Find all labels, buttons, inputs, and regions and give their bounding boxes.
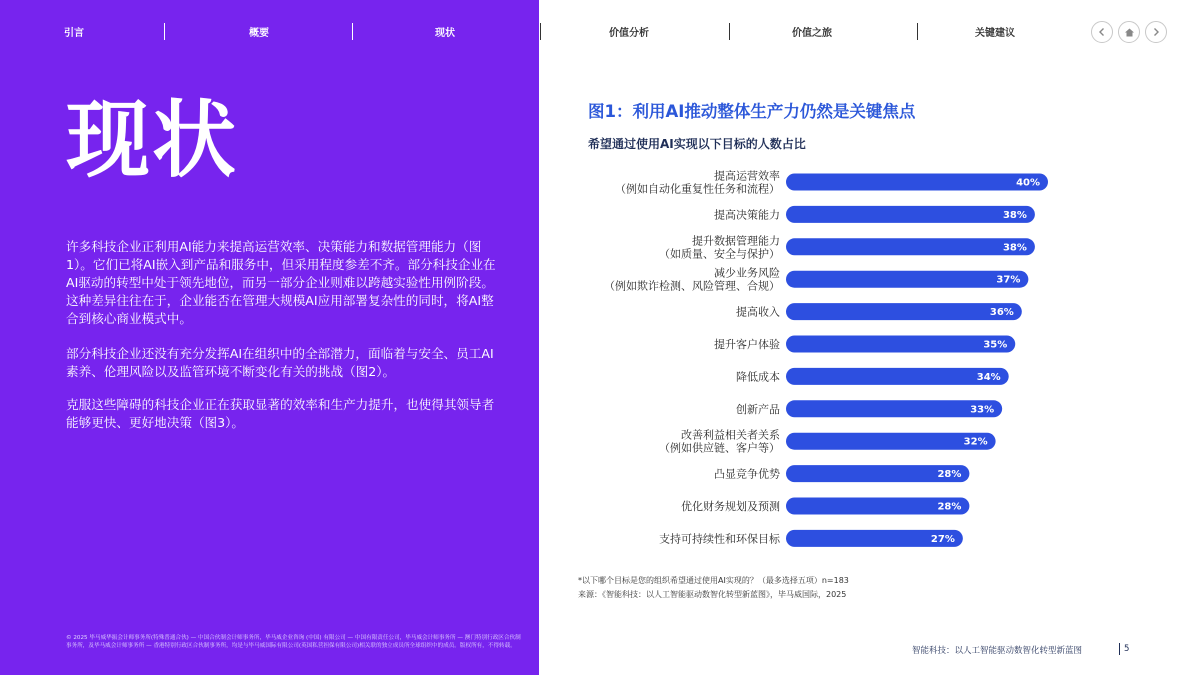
category-label: 提高收入 [736, 305, 780, 319]
category-label: 提升客户体验 [714, 338, 780, 351]
bar-value-label: 35% [983, 339, 1008, 351]
nav-item-status[interactable]: 现状 [435, 28, 455, 39]
nav-item-recommendations[interactable]: 关键建议 [975, 28, 1015, 39]
nav-item-intro[interactable]: 引言 [64, 28, 84, 39]
page-title: 现状 [66, 91, 239, 189]
category-label: 提升数据管理能力（如质量、安全与保护） [659, 234, 780, 261]
chart-note: *以下哪个目标是您的组织希望通过使用AI实现的？（最多选择五项）n=183 [578, 576, 849, 585]
bar-value-label: 32% [963, 436, 988, 448]
copyright-notice: © 2025 毕马威华振会计师事务所(特殊普通合伙) — 中国合伙制会计师事务所，毕马威企业咨询 (中国) 有限公司 — 中国有限责任公司，毕马威会计师事务所 — 澳门特别行政区合伙制事务所，及毕马威会计师事务所 — 香港特别行政区合伙制事务所，均是与毕马威国际有限公司(英国私营担保有限公司)相关联的独立成员所全球组织中的成员。版权所有，不得转载。 [66, 635, 521, 649]
bar-value-label: 37% [996, 274, 1021, 286]
bar [786, 336, 1015, 353]
nav-item-value-journey[interactable]: 价值之旅 [792, 28, 832, 39]
category-label: 改善利益相关者关系（例如供应链、客户等） [659, 428, 780, 455]
prev-page-button[interactable] [1091, 21, 1113, 43]
bar [786, 368, 1009, 385]
chevron-left-icon [1097, 27, 1107, 37]
bar-value-label: 33% [970, 404, 995, 416]
category-label: 支持可持续性和环保目标 [659, 532, 780, 546]
bar-value-label: 38% [1002, 209, 1027, 221]
category-label: 减少业务风险（例如欺诈检测、风险管理、合规） [604, 266, 780, 293]
bar [786, 206, 1035, 223]
page-number: 5 [1124, 644, 1130, 654]
body-paragraph: 克服这些障碍的科技企业正在获取显著的效率和生产力提升，也使得其领导者能够更快、更好地决策（图3）。 [66, 397, 495, 430]
nav-separator [164, 23, 165, 40]
chart-title: 图1：利用AI推动整体生产力仍然是关键焦点 [588, 102, 916, 121]
category-label: 提高运营效率（例如自动化重复性任务和流程） [615, 169, 780, 196]
bar [786, 303, 1022, 320]
bar-value-label: 34% [976, 371, 1001, 383]
bar [786, 238, 1035, 255]
report-title-footer: 智能科技：以人工智能驱动数智化转型新蓝图 [912, 646, 1083, 656]
category-label: 降低成本 [736, 370, 780, 384]
bar-chart [539, 160, 1200, 560]
bar-value-label: 36% [989, 307, 1014, 319]
nav-item-value-analysis[interactable]: 价值分析 [609, 28, 649, 39]
chart-source: 来源：《智能科技：以人工智能驱动数智化转型新蓝图》，毕马威国际，2025 [578, 590, 847, 599]
body-paragraph: 部分科技企业还没有充分发挥AI在组织中的全部潜力，面临着与安全、员工AI素养、伦理风险以及监管环境不断变化有关的挑战（图2）。 [66, 346, 494, 379]
bar-value-label: 28% [937, 469, 962, 481]
nav-separator [729, 23, 730, 40]
category-label: 凸显竞争优势 [714, 467, 780, 481]
bar [786, 174, 1048, 191]
next-page-button[interactable] [1145, 21, 1167, 43]
nav-separator [352, 23, 353, 40]
nav-item-overview[interactable]: 概要 [249, 28, 269, 39]
category-label: 创新产品 [736, 402, 780, 416]
bar-value-label: 28% [937, 501, 962, 513]
chevron-right-icon [1151, 27, 1161, 37]
nav-separator [540, 23, 541, 40]
bar-value-label: 40% [1016, 177, 1040, 189]
nav-separator [917, 23, 918, 40]
bar [786, 271, 1028, 288]
footer-separator [1119, 643, 1120, 655]
body-paragraph: 许多科技企业正利用AI能力来提高运营效率、决策能力和数据管理能力（图1）。它们已将AI嵌入到产品和服务中，但采用程度参差不齐。部分科技企业在AI驱动的转型中处于领先地位，而另一部分企业则难以跨越实验性用例阶段。这种差异往往在于，企业能否在管理大规模AI应用部署复杂性的同时，将AI整合到核心商业模式中。 [66, 239, 496, 326]
bar-value-label: 27% [930, 533, 955, 545]
chart-subtitle: 希望通过使用AI实现以下目标的人数占比 [588, 137, 806, 151]
category-label: 提高决策能力 [714, 208, 780, 222]
bar-value-label: 38% [1002, 242, 1027, 254]
home-icon [1124, 27, 1135, 38]
home-button[interactable] [1118, 21, 1140, 43]
category-label: 优化财务规划及预测 [681, 500, 780, 513]
